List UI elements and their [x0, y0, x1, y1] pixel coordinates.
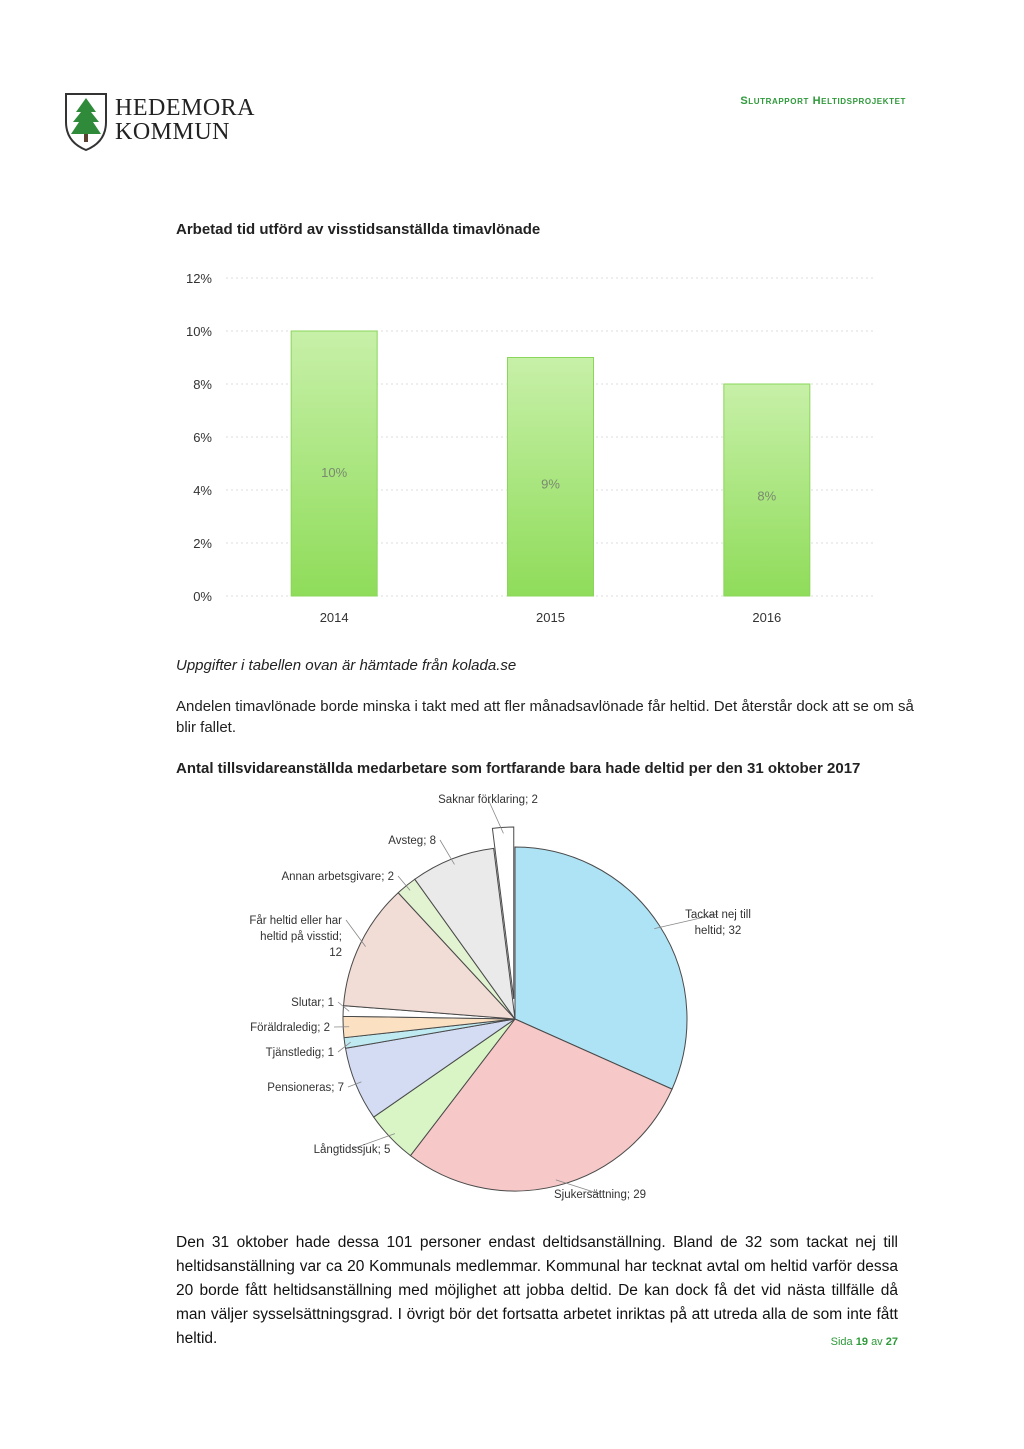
organization-name [115, 96, 255, 144]
pie-chart-title: Antal tillsvidareanställda medarbetare som fortfarande bara hade deltid per den 31 oktober 2017 [176, 760, 861, 777]
pie-slice-label: Får heltid eller har heltid på visstid; 12 [249, 915, 342, 959]
org-line-1: HEDEMORA [115, 95, 255, 121]
page-total: 27 [885, 1336, 898, 1348]
report-title-word-2: Heltidsprojektet [812, 95, 906, 107]
bar-value-label: 10% [321, 464, 348, 480]
pie-chart [200, 786, 840, 1216]
x-tick-label: 2014 [319, 610, 349, 625]
bar-value-label: 9% [541, 476, 560, 492]
bar [291, 331, 377, 596]
x-tick-label: 2016 [752, 610, 782, 625]
pie-slice-label: Slutar; 1 [291, 997, 334, 1009]
pie-slice-label: Avsteg; 8 [388, 835, 436, 847]
page-number [831, 1336, 898, 1348]
paragraph-2: Den 31 oktober hade dessa 101 personer endast deltidsanställning. Bland de 32 som tackat nej till heltidsanställning var ca 20 Kommunals medlemmar. Kommunal har tecknat avtal om heltid varför dessa 20 borde fått heltidsanställning med möjlighet att jobba deltid. De kan dock få det vid nästa tillfälle då man väljer sysselsättningsgrad. I övrigt bör det fortsatta arbetet inriktas på att utreda alla de som inte fått heltid. [176, 1234, 898, 1347]
source-caption: Uppgifter i tabellen ovan är hämtade från kolada.se [176, 657, 517, 674]
page-word-1: Sida [830, 1336, 853, 1348]
coat-of-arms-logo [62, 88, 110, 152]
pie-slice-label: Tjänstledig; 1 [265, 1047, 334, 1059]
y-tick-label: 0% [193, 589, 212, 604]
pie-slice-label: Pensioneras; 7 [267, 1082, 344, 1094]
pie-slice-label: Långtidssjuk; 5 [313, 1144, 391, 1156]
pie-slice-label: Saknar förklaring; 2 [438, 794, 538, 806]
y-tick-label: 4% [193, 483, 212, 498]
y-tick-label: 2% [193, 536, 212, 551]
y-tick-label: 6% [193, 430, 212, 445]
page-current: 19 [855, 1336, 868, 1348]
paragraph-1: Andelen timavlönade borde minska i takt med att fler månadsavlönade får heltid. Det återstår dock att se om så blir fallet. [176, 698, 914, 736]
pie-slice-label: Annan arbetsgivare; 2 [281, 871, 394, 883]
y-tick-label: 12% [185, 271, 212, 286]
y-tick-label: 8% [193, 377, 212, 392]
pie-slice-label: Tackat nej till heltid; 32 [685, 909, 751, 937]
y-tick-label: 10% [185, 324, 212, 339]
report-title [740, 95, 906, 107]
pie-slice-label: Föräldraledig; 2 [250, 1022, 330, 1034]
bar-chart-title: Arbetad tid utförd av visstidsanställda timavlönade [176, 221, 541, 238]
leader-line [346, 920, 366, 947]
pie-slice-label: Sjukersättning; 29 [553, 1189, 647, 1201]
report-title-word-1: Slutrapport [740, 95, 809, 107]
bar-chart [170, 260, 890, 640]
bar-value-label: 8% [757, 488, 777, 504]
page-word-2: av [871, 1336, 883, 1348]
org-line-2: KOMMUN [115, 119, 231, 145]
x-tick-label: 2015 [536, 610, 565, 625]
